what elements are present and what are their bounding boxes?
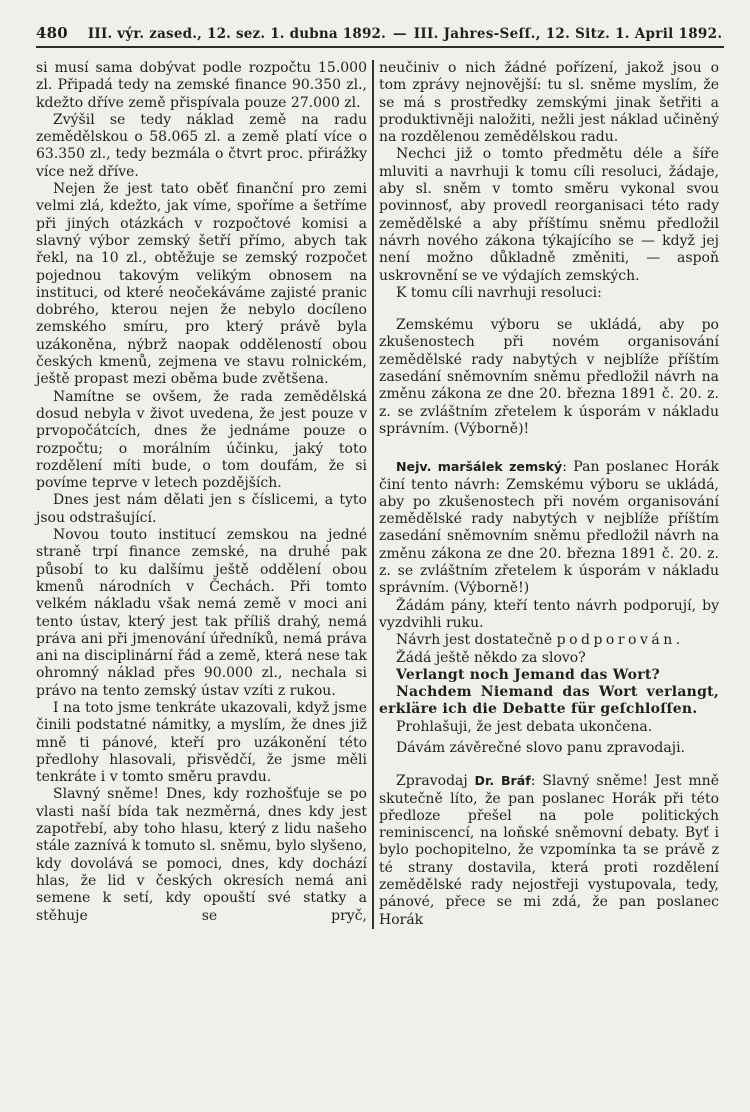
paragraph (379, 740, 719, 757)
paragraph (379, 632, 719, 649)
paragraph (379, 598, 719, 633)
right-column (379, 60, 719, 929)
body-text: : Slavný sněme! Jest mně skutečně líto, že pan poslanec Horák při této předloze přešel na pole politických reminiscencí, na loňské sněmovní debaty. Byť i bylo pochopitelno, že vzpomínka ta se právě z té strany dostavila, která proti rozdělení zemědělské rady nejostřeji vystupovala, tedy, pánové, přece se mi zdá, že pan poslanec Horák (379, 773, 719, 928)
paragraph (36, 60, 367, 112)
paragraph (379, 458, 719, 597)
body-text: : Pan poslanec Horák činí tento návrh: Zemskému výboru se ukládá, aby po zkušenostech při novém organisování zemědělské rady nabytých v nejblíže příštím zasedání sněmovním sněmu předložil návrh na změnu zákona ze dne 20. března 1891 č. 20. z. z. se zvláštním zřetelem k úsporám v nákladu správním. (Výborně!) (379, 459, 719, 597)
column-divider (372, 60, 374, 929)
body-text: Žádám pány, kteří tento návrh podporují, by vyzdvihli ruku. (379, 597, 719, 631)
paragraph (36, 389, 367, 493)
body-text: Zemskému výboru se ukládá, aby po zkušenostech při novém organisování zemědělské rady nabytých v nejblíže příštím zasedání sněmovním sněmu předložil návrh na změnu zákona ze dne 20. března 1891 č. 20. z. z. se zvláštním zřetelem k úsporám v nákladu správním. (Výborně)! (379, 317, 719, 437)
paragraph (36, 181, 367, 389)
german-text: Nachdem Niemand das Wort verlangt, erkläre ich die Debatte für geſchloſſen. (379, 684, 719, 718)
body-text: Nechci již o tomto předmětu déle a šíře mluviti a navrhuji k tomu cíli resoluci, žádaje, aby sl. sněm v tomto směru vykonal svou povinnosť, aby provedl reorganisaci této rady zemědělské a aby příštímu sněmu předložil návrh nového zákona týkajícího se — když jej není možno důkladně změniti, — aspoň uskrovnění se ve výdajích zemských. (379, 146, 719, 284)
body-text: Slavný sněme! Dnes, kdy rozhošťuje se po vlasti naší bída tak nezměrná, dnes kdy jest zapotřebí, aby toho hlasu, který z lidu našeho stále zaznívá k tomuto sl. sněmu, bylo slyšeno, kdy dovolává se pomoci, dnes, kdy dochází hlas, že lid v českých okresích nemá ani semene k setí, kdy opouští své statky a stěhuje se pryč, (36, 786, 367, 924)
body-text: Dávám závěrečné slovo panu zpravodaji. (396, 739, 686, 756)
paragraph (379, 684, 719, 719)
body-text: Novou touto institucí zemskou na jedné straně trpí finance zemské, na druhé pak působí to ku dalšímu ještě oddělení obou kmenů národních v Čechách. Při tomto velkém nákladu však nemá země v moci ani tento ústav, který jest tak příliš drahý, nemá práva ani při jmenování úředníků, nemá práva ani na disciplinární řád a země, která nese tak ohromný náklad přes 90.000 zl., nechala si právo na tento zemský ústav vzíti z rukou. (36, 527, 367, 699)
body-text: I na toto jsme tenkráte ukazovali, když jsme činili podstatné námitky, a myslím, že dnes již mně ti pánové, kteří pro uzákonění této předlohy hlasovali, přisvědčí, že jsme měli tenkráte i v tomto směru pravdu. (36, 699, 367, 786)
left-column (36, 60, 367, 929)
speaker-name: Nejv. maršálek zemský (396, 459, 563, 475)
paragraph (379, 719, 719, 736)
paragraph (379, 667, 719, 684)
paragraph (379, 317, 719, 438)
body-text: Návrh jest dostatečně (396, 632, 557, 649)
paragraph (379, 650, 719, 667)
page-header (36, 24, 724, 42)
body-text: Zvýšil se tedy náklad země na radu zemědělskou o 58.065 zl. a země platí více o 63.350 zl., tedy bezmála o čtvrt proc. přirážky více než dříve. (36, 111, 367, 180)
paragraph (36, 700, 367, 786)
body-text: Prohlašuji, že jest debata ukončena. (396, 718, 653, 735)
speaker-name: Dr. Bráf (474, 773, 531, 789)
body-text: Namítne se ovšem, že rada zemědělská dosud nebyla v život uvedena, že jest pouze v prvopočátcích, dnes že jednáme pouze o rozpočtu; o morálním účinku, jaký toto rozdělení míti bude, o tom doufám, že si povíme teprve v letech pozdějších. (36, 388, 367, 492)
paragraph (36, 786, 367, 924)
paragraph (36, 492, 367, 527)
paragraph (379, 146, 719, 284)
german-text: Verlangt noch Jemand das Wort? (396, 666, 660, 683)
body-text: Žádá ještě někdo za slovo? (396, 649, 586, 666)
body-text: podporován (556, 632, 676, 649)
paragraph (379, 772, 719, 929)
body-text: Zpravodaj (396, 773, 475, 790)
body-text: neučiniv o nich žádné pořízení, jakož jsou o tom zprávy nejnovější: tu sl. sněme myslím, že se má s prostředky zemskými jinak šetřiti a produktivněji naložiti, nežli jest náklad učiněný na rozdělenou zemědělskou radu. (379, 60, 719, 146)
body-text: Dnes jest nám dělati jen s číslicemi, a tyto jsou odstrašující. (36, 492, 367, 526)
body-text: Nejen že jest tato oběť finanční pro zemi velmi zlá, kdežto, jak víme, spoříme a šetříme při jiných otázkách v rozpočtové komisi a slavný výbor zemský šetří přímo, abych tak řekl, na 10 zl., obtěžuje se zemský rozpočet pojednou takovým velikým obnosem na instituci, od které neočekáváme zajisté pranic dobrého, kterou nejen že nebylo docíleno zemského smíru, pro který právě byla uzákoněna, nýbrž naopak odděleností obou českých kmenů, zejmena ve stavu rolnickém, ještě propast mezi oběma bude zvětšena. (36, 181, 367, 388)
text-body (36, 60, 724, 929)
header-title-czech: III. výr. zased., 12. sez. 1. dubna 1892. (87, 26, 387, 42)
body-text: si musí sama dobývat podle rozpočtu 15.000 zl. Připadá tedy na zemské finance 90.350 zl., kdežto dříve země přispívala pouze 27.000 zl. (36, 60, 367, 111)
body-text: K tomu cíli navrhuji resoluci: (396, 284, 602, 301)
header-separator: — (393, 26, 407, 42)
paragraph (36, 527, 367, 700)
page-number: 480 (36, 24, 68, 42)
header-title-german: III. Jahres-Seſſ., 12. Sitz. 1. April 1892. (413, 26, 723, 42)
paragraph (379, 285, 719, 302)
paragraph (36, 112, 367, 181)
paragraph (379, 60, 719, 146)
header-rule (36, 46, 724, 48)
body-text: . (675, 632, 681, 649)
